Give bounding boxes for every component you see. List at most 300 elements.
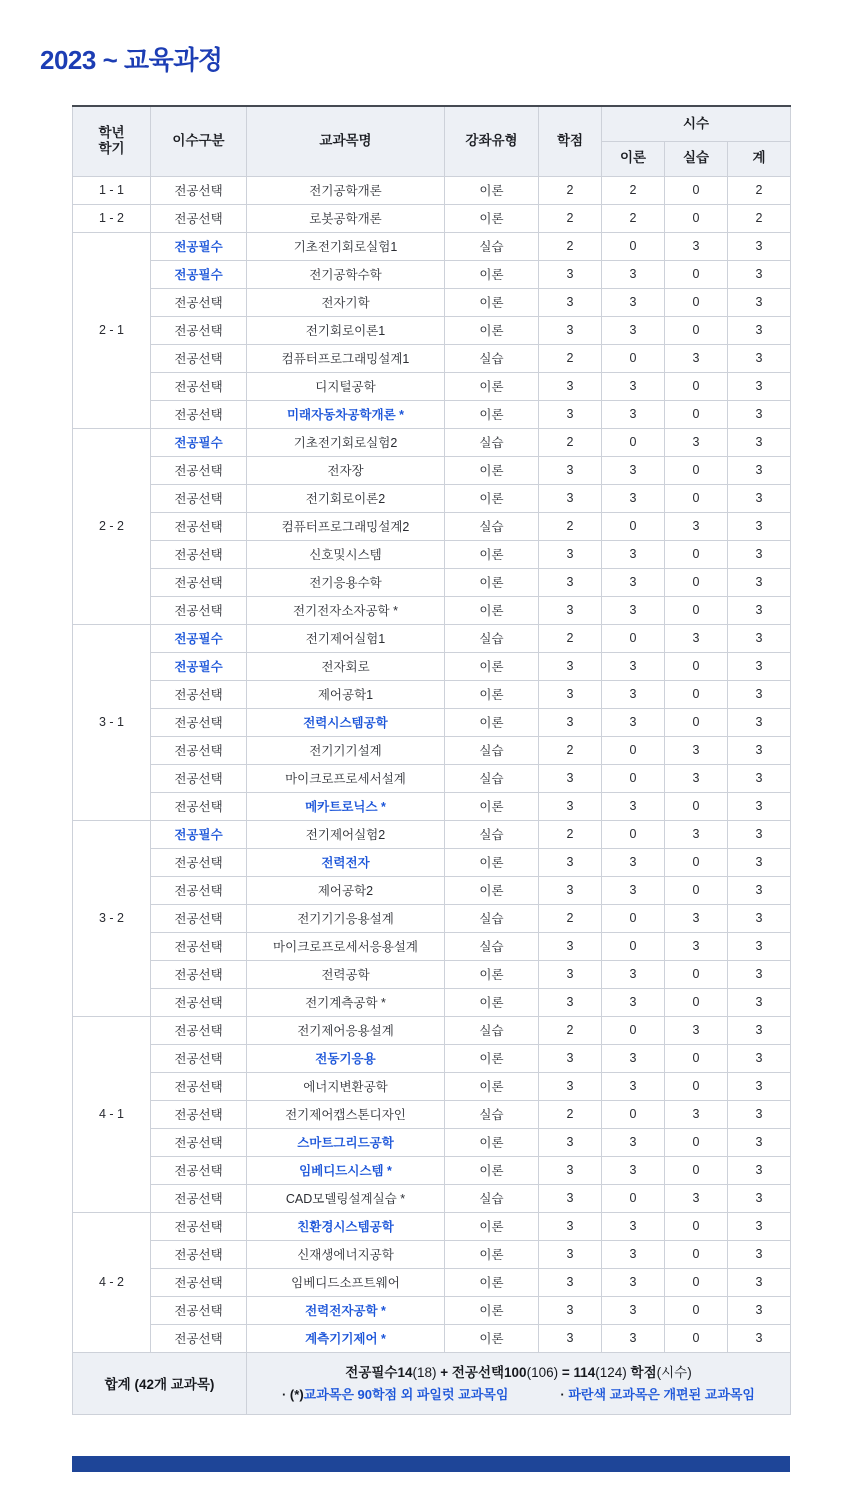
theory-hours-cell: 3 (602, 596, 665, 624)
category-cell: 전공선택 (151, 176, 247, 204)
course-row (73, 736, 791, 764)
credits-cell: 3 (539, 792, 602, 820)
credits-cell: 3 (539, 932, 602, 960)
credits-cell: 3 (539, 288, 602, 316)
theory-hours-cell: 0 (602, 904, 665, 932)
credits-cell: 3 (539, 1296, 602, 1324)
theory-hours-cell: 0 (602, 1100, 665, 1128)
lecture-type-cell: 이론 (445, 960, 539, 988)
course-row (73, 960, 791, 988)
total-hours-cell: 3 (728, 988, 791, 1016)
summary-segment: = (558, 1364, 574, 1380)
course-row (73, 260, 791, 288)
category-cell: 전공선택 (151, 1212, 247, 1240)
course-name-cell: 신호및시스템 (247, 540, 445, 568)
theory-hours-cell: 3 (602, 260, 665, 288)
course-row (73, 680, 791, 708)
course-name-cell: 전기공학수학 (247, 260, 445, 288)
lecture-type-cell: 실습 (445, 904, 539, 932)
practice-hours-cell: 0 (665, 792, 728, 820)
lecture-type-cell: 이론 (445, 1128, 539, 1156)
course-row (73, 708, 791, 736)
category-cell: 전공선택 (151, 456, 247, 484)
category-cell: 전공선택 (151, 204, 247, 232)
course-name-cell: 전기제어응용설계 (247, 1016, 445, 1044)
theory-hours-cell: 3 (602, 988, 665, 1016)
category-cell: 전공필수 (151, 260, 247, 288)
lecture-type-cell: 이론 (445, 1296, 539, 1324)
total-hours-cell: 3 (728, 568, 791, 596)
theory-hours-cell: 3 (602, 1212, 665, 1240)
total-hours-cell: 3 (728, 1128, 791, 1156)
category-cell: 전공선택 (151, 904, 247, 932)
header-row-1 (73, 106, 791, 141)
total-hours-cell: 3 (728, 820, 791, 848)
credits-cell: 3 (539, 1156, 602, 1184)
theory-hours-cell: 2 (602, 176, 665, 204)
practice-hours-cell: 0 (665, 680, 728, 708)
total-hours-cell: 3 (728, 540, 791, 568)
total-hours-cell: 3 (728, 344, 791, 372)
course-name-cell: 임베디드시스템 * (247, 1156, 445, 1184)
lecture-type-cell: 실습 (445, 820, 539, 848)
header-year-label: 학년 (98, 125, 125, 141)
course-row (73, 932, 791, 960)
credits-cell: 2 (539, 1100, 602, 1128)
category-cell: 전공선택 (151, 316, 247, 344)
course-row (73, 876, 791, 904)
theory-hours-cell: 3 (602, 848, 665, 876)
total-hours-cell: 3 (728, 848, 791, 876)
theory-hours-cell: 0 (602, 344, 665, 372)
credits-cell: 3 (539, 1044, 602, 1072)
lecture-type-cell: 이론 (445, 400, 539, 428)
category-cell: 전공선택 (151, 288, 247, 316)
practice-hours-cell: 0 (665, 484, 728, 512)
category-cell: 전공선택 (151, 1324, 247, 1352)
lecture-type-cell: 이론 (445, 1212, 539, 1240)
credits-cell: 3 (539, 596, 602, 624)
lecture-type-cell: 이론 (445, 1268, 539, 1296)
theory-hours-cell: 3 (602, 876, 665, 904)
course-name-cell: 전동기응용 (247, 1044, 445, 1072)
credits-cell: 3 (539, 1072, 602, 1100)
table-header (73, 106, 791, 176)
semester-cell: 4 - 1 (73, 1016, 151, 1212)
credits-cell: 3 (539, 260, 602, 288)
credits-cell: 3 (539, 456, 602, 484)
theory-hours-cell: 3 (602, 316, 665, 344)
practice-hours-cell: 3 (665, 1100, 728, 1128)
total-hours-cell: 3 (728, 736, 791, 764)
semester-cell: 3 - 1 (73, 624, 151, 820)
theory-hours-cell: 3 (602, 960, 665, 988)
category-cell: 전공선택 (151, 484, 247, 512)
credits-cell: 2 (539, 736, 602, 764)
course-row (73, 1240, 791, 1268)
theory-hours-cell: 3 (602, 540, 665, 568)
credits-cell: 3 (539, 764, 602, 792)
lecture-type-cell: 이론 (445, 540, 539, 568)
category-cell: 전공선택 (151, 1240, 247, 1268)
total-hours-cell: 3 (728, 904, 791, 932)
header-semester-label: 학기 (98, 141, 125, 157)
category-cell: 전공선택 (151, 736, 247, 764)
course-name-cell: 기초전기회로실험2 (247, 428, 445, 456)
practice-hours-cell: 3 (665, 764, 728, 792)
practice-hours-cell: 0 (665, 960, 728, 988)
summary-formula (247, 1364, 790, 1383)
total-hours-cell: 3 (728, 1184, 791, 1212)
course-row (73, 1100, 791, 1128)
course-name-cell: 마이크로프로세서응용설계 (247, 932, 445, 960)
theory-hours-cell: 3 (602, 1128, 665, 1156)
summary-segment: (시수) (656, 1364, 692, 1380)
lecture-type-cell: 이론 (445, 876, 539, 904)
practice-hours-cell: 3 (665, 820, 728, 848)
course-name-cell: 임베디드소프트웨어 (247, 1268, 445, 1296)
lecture-type-cell: 실습 (445, 232, 539, 260)
lecture-type-cell: 이론 (445, 484, 539, 512)
lecture-type-cell: 이론 (445, 372, 539, 400)
course-name-cell: 메카트로닉스 * (247, 792, 445, 820)
practice-hours-cell: 3 (665, 428, 728, 456)
semester-cell: 1 - 1 (73, 176, 151, 204)
semester-cell: 2 - 2 (73, 428, 151, 624)
course-row (73, 176, 791, 204)
course-name-cell: 계측기기제어 * (247, 1324, 445, 1352)
course-name-cell: 컴퓨터프로그래밍설계2 (247, 512, 445, 540)
course-row (73, 400, 791, 428)
category-cell: 전공선택 (151, 680, 247, 708)
total-hours-cell: 3 (728, 1240, 791, 1268)
credits-cell: 3 (539, 876, 602, 904)
category-cell: 전공필수 (151, 820, 247, 848)
practice-hours-cell: 0 (665, 260, 728, 288)
category-cell: 전공선택 (151, 1156, 247, 1184)
category-cell: 전공선택 (151, 400, 247, 428)
lecture-type-cell: 이론 (445, 288, 539, 316)
note-blue-text: 파란색 교과목은 개편된 교과목임 (568, 1386, 755, 1402)
summary-row (73, 1352, 791, 1414)
total-hours-cell: 3 (728, 960, 791, 988)
credits-cell: 3 (539, 1268, 602, 1296)
lecture-type-cell: 이론 (445, 652, 539, 680)
lecture-type-cell: 실습 (445, 624, 539, 652)
lecture-type-cell: 이론 (445, 680, 539, 708)
course-row (73, 764, 791, 792)
total-hours-cell: 3 (728, 792, 791, 820)
practice-hours-cell: 0 (665, 204, 728, 232)
course-row (73, 1324, 791, 1352)
theory-hours-cell: 3 (602, 1324, 665, 1352)
lecture-type-cell: 이론 (445, 708, 539, 736)
category-cell: 전공선택 (151, 1100, 247, 1128)
credits-cell: 3 (539, 540, 602, 568)
total-hours-cell: 3 (728, 1044, 791, 1072)
course-name-cell: 전기제어실험2 (247, 820, 445, 848)
theory-hours-cell: 0 (602, 932, 665, 960)
col-header-practice-hours: 실습 (665, 141, 728, 176)
category-cell: 전공필수 (151, 652, 247, 680)
credits-cell: 3 (539, 1184, 602, 1212)
practice-hours-cell: 0 (665, 848, 728, 876)
course-name-cell: 전력시스템공학 (247, 708, 445, 736)
semester-cell: 1 - 2 (73, 204, 151, 232)
total-hours-cell: 3 (728, 596, 791, 624)
total-hours-cell: 3 (728, 1324, 791, 1352)
theory-hours-cell: 3 (602, 1296, 665, 1324)
lecture-type-cell: 이론 (445, 1156, 539, 1184)
theory-hours-cell: 3 (602, 708, 665, 736)
total-hours-cell: 3 (728, 400, 791, 428)
course-name-cell: 전기기기응용설계 (247, 904, 445, 932)
course-row (73, 624, 791, 652)
total-hours-cell: 3 (728, 288, 791, 316)
practice-hours-cell: 0 (665, 568, 728, 596)
semester-cell: 4 - 2 (73, 1212, 151, 1352)
course-name-cell: CAD모델링설계실습 * (247, 1184, 445, 1212)
course-name-cell: 마이크로프로세서설계 (247, 764, 445, 792)
lecture-type-cell: 이론 (445, 260, 539, 288)
practice-hours-cell: 0 (665, 400, 728, 428)
course-row (73, 1072, 791, 1100)
col-header-credits: 학점 (539, 106, 602, 176)
table-footer (73, 1352, 791, 1414)
total-hours-cell: 2 (728, 204, 791, 232)
category-cell: 전공선택 (151, 540, 247, 568)
credits-cell: 2 (539, 344, 602, 372)
note-blue-bullet: · (560, 1386, 569, 1402)
course-name-cell: 디지털공학 (247, 372, 445, 400)
total-hours-cell: 3 (728, 512, 791, 540)
lecture-type-cell: 실습 (445, 344, 539, 372)
credits-cell: 2 (539, 820, 602, 848)
course-name-cell: 전기공학개론 (247, 176, 445, 204)
course-row (73, 596, 791, 624)
course-name-cell: 전자장 (247, 456, 445, 484)
category-cell: 전공선택 (151, 1184, 247, 1212)
course-row (73, 1156, 791, 1184)
theory-hours-cell: 3 (602, 484, 665, 512)
credits-cell: 3 (539, 848, 602, 876)
course-row (73, 1184, 791, 1212)
course-name-cell: 기초전기회로실험1 (247, 232, 445, 260)
lecture-type-cell: 이론 (445, 176, 539, 204)
course-name-cell: 제어공학1 (247, 680, 445, 708)
theory-hours-cell: 0 (602, 764, 665, 792)
summary-content (247, 1352, 791, 1414)
course-row (73, 344, 791, 372)
lecture-type-cell: 실습 (445, 1016, 539, 1044)
lecture-type-cell: 이론 (445, 848, 539, 876)
credits-cell: 2 (539, 204, 602, 232)
practice-hours-cell: 0 (665, 596, 728, 624)
summary-segment: 전공필수14 (345, 1364, 413, 1380)
practice-hours-cell: 0 (665, 876, 728, 904)
lecture-type-cell: 이론 (445, 204, 539, 232)
category-cell: 전공선택 (151, 512, 247, 540)
lecture-type-cell: 이론 (445, 1044, 539, 1072)
course-name-cell: 전기제어실험1 (247, 624, 445, 652)
course-rows-body (73, 176, 791, 1352)
credits-cell: 2 (539, 428, 602, 456)
note-pilot-bullet: · (*) (281, 1386, 304, 1402)
note-pilot-text: 교과목은 90학점 외 파일럿 교과목임 (303, 1386, 509, 1402)
credits-cell: 3 (539, 484, 602, 512)
summary-segment: (124) (595, 1364, 627, 1380)
practice-hours-cell: 3 (665, 624, 728, 652)
course-row (73, 1212, 791, 1240)
practice-hours-cell: 0 (665, 1268, 728, 1296)
lecture-type-cell: 이론 (445, 316, 539, 344)
theory-hours-cell: 3 (602, 680, 665, 708)
lecture-type-cell: 이론 (445, 1240, 539, 1268)
course-row (73, 652, 791, 680)
practice-hours-cell: 0 (665, 372, 728, 400)
practice-hours-cell: 3 (665, 932, 728, 960)
course-row (73, 988, 791, 1016)
credits-cell: 2 (539, 232, 602, 260)
credits-cell: 2 (539, 624, 602, 652)
theory-hours-cell: 3 (602, 1044, 665, 1072)
category-cell: 전공선택 (151, 568, 247, 596)
course-row (73, 512, 791, 540)
total-hours-cell: 3 (728, 764, 791, 792)
course-row (73, 1268, 791, 1296)
course-name-cell: 전자기학 (247, 288, 445, 316)
course-name-cell: 친환경시스템공학 (247, 1212, 445, 1240)
note-blue-courses (560, 1386, 755, 1404)
theory-hours-cell: 0 (602, 1184, 665, 1212)
practice-hours-cell: 0 (665, 1044, 728, 1072)
theory-hours-cell: 3 (602, 1268, 665, 1296)
category-cell: 전공선택 (151, 960, 247, 988)
credits-cell: 3 (539, 372, 602, 400)
theory-hours-cell: 0 (602, 736, 665, 764)
credits-cell: 3 (539, 1128, 602, 1156)
course-row (73, 456, 791, 484)
course-name-cell: 전력전자공학 * (247, 1296, 445, 1324)
practice-hours-cell: 3 (665, 1016, 728, 1044)
total-hours-cell: 3 (728, 316, 791, 344)
lecture-type-cell: 실습 (445, 932, 539, 960)
category-cell: 전공선택 (151, 1016, 247, 1044)
col-header-lecture-type: 강좌유형 (445, 106, 539, 176)
total-hours-cell: 2 (728, 176, 791, 204)
practice-hours-cell: 0 (665, 1072, 728, 1100)
practice-hours-cell: 0 (665, 1212, 728, 1240)
total-hours-cell: 3 (728, 1072, 791, 1100)
course-name-cell: 제어공학2 (247, 876, 445, 904)
practice-hours-cell: 3 (665, 1184, 728, 1212)
total-hours-cell: 3 (728, 652, 791, 680)
course-name-cell: 전력전자 (247, 848, 445, 876)
course-name-cell: 컴퓨터프로그래밍설계1 (247, 344, 445, 372)
credits-cell: 2 (539, 1016, 602, 1044)
practice-hours-cell: 0 (665, 708, 728, 736)
course-name-cell: 신재생에너지공학 (247, 1240, 445, 1268)
course-row (73, 484, 791, 512)
course-row (73, 848, 791, 876)
col-header-course-name: 교과목명 (247, 106, 445, 176)
credits-cell: 3 (539, 960, 602, 988)
course-row (73, 540, 791, 568)
category-cell: 전공선택 (151, 708, 247, 736)
category-cell: 전공선택 (151, 596, 247, 624)
course-row (73, 1296, 791, 1324)
course-name-cell: 전기계측공학 * (247, 988, 445, 1016)
theory-hours-cell: 3 (602, 1240, 665, 1268)
course-name-cell: 전기회로이론1 (247, 316, 445, 344)
category-cell: 전공선택 (151, 792, 247, 820)
total-hours-cell: 3 (728, 624, 791, 652)
lecture-type-cell: 이론 (445, 568, 539, 596)
credits-cell: 2 (539, 904, 602, 932)
category-cell: 전공선택 (151, 1296, 247, 1324)
lecture-type-cell: 이론 (445, 596, 539, 624)
category-cell: 전공선택 (151, 1128, 247, 1156)
credits-cell: 2 (539, 176, 602, 204)
total-hours-cell: 3 (728, 1296, 791, 1324)
practice-hours-cell: 0 (665, 456, 728, 484)
practice-hours-cell: 0 (665, 1324, 728, 1352)
credits-cell: 3 (539, 708, 602, 736)
theory-hours-cell: 3 (602, 456, 665, 484)
page-title: 2023 ~ 교육과정 (40, 45, 223, 75)
summary-segment: + (436, 1364, 452, 1380)
lecture-type-cell: 이론 (445, 988, 539, 1016)
total-hours-cell: 3 (728, 372, 791, 400)
category-cell: 전공선택 (151, 876, 247, 904)
total-hours-cell: 3 (728, 428, 791, 456)
practice-hours-cell: 0 (665, 1128, 728, 1156)
practice-hours-cell: 3 (665, 904, 728, 932)
practice-hours-cell: 0 (665, 1156, 728, 1184)
practice-hours-cell: 0 (665, 988, 728, 1016)
category-cell: 전공선택 (151, 1268, 247, 1296)
course-name-cell: 스마트그리드공학 (247, 1128, 445, 1156)
course-name-cell: 전기응용수학 (247, 568, 445, 596)
total-hours-cell: 3 (728, 1268, 791, 1296)
lecture-type-cell: 실습 (445, 736, 539, 764)
theory-hours-cell: 0 (602, 428, 665, 456)
total-hours-cell: 3 (728, 232, 791, 260)
course-row (73, 792, 791, 820)
lecture-type-cell: 이론 (445, 1324, 539, 1352)
note-pilot-courses (282, 1386, 508, 1404)
practice-hours-cell: 3 (665, 344, 728, 372)
practice-hours-cell: 3 (665, 736, 728, 764)
course-row (73, 568, 791, 596)
course-row (73, 904, 791, 932)
practice-hours-cell: 3 (665, 512, 728, 540)
lecture-type-cell: 실습 (445, 1184, 539, 1212)
course-name-cell: 전기기기설계 (247, 736, 445, 764)
lecture-type-cell: 실습 (445, 512, 539, 540)
total-hours-cell: 3 (728, 932, 791, 960)
total-hours-cell: 3 (728, 876, 791, 904)
theory-hours-cell: 3 (602, 568, 665, 596)
theory-hours-cell: 3 (602, 372, 665, 400)
course-row (73, 428, 791, 456)
course-row (73, 288, 791, 316)
category-cell: 전공필수 (151, 624, 247, 652)
total-hours-cell: 3 (728, 456, 791, 484)
practice-hours-cell: 0 (665, 1240, 728, 1268)
lecture-type-cell: 실습 (445, 1100, 539, 1128)
col-header-hours-group: 시수 (602, 106, 791, 141)
